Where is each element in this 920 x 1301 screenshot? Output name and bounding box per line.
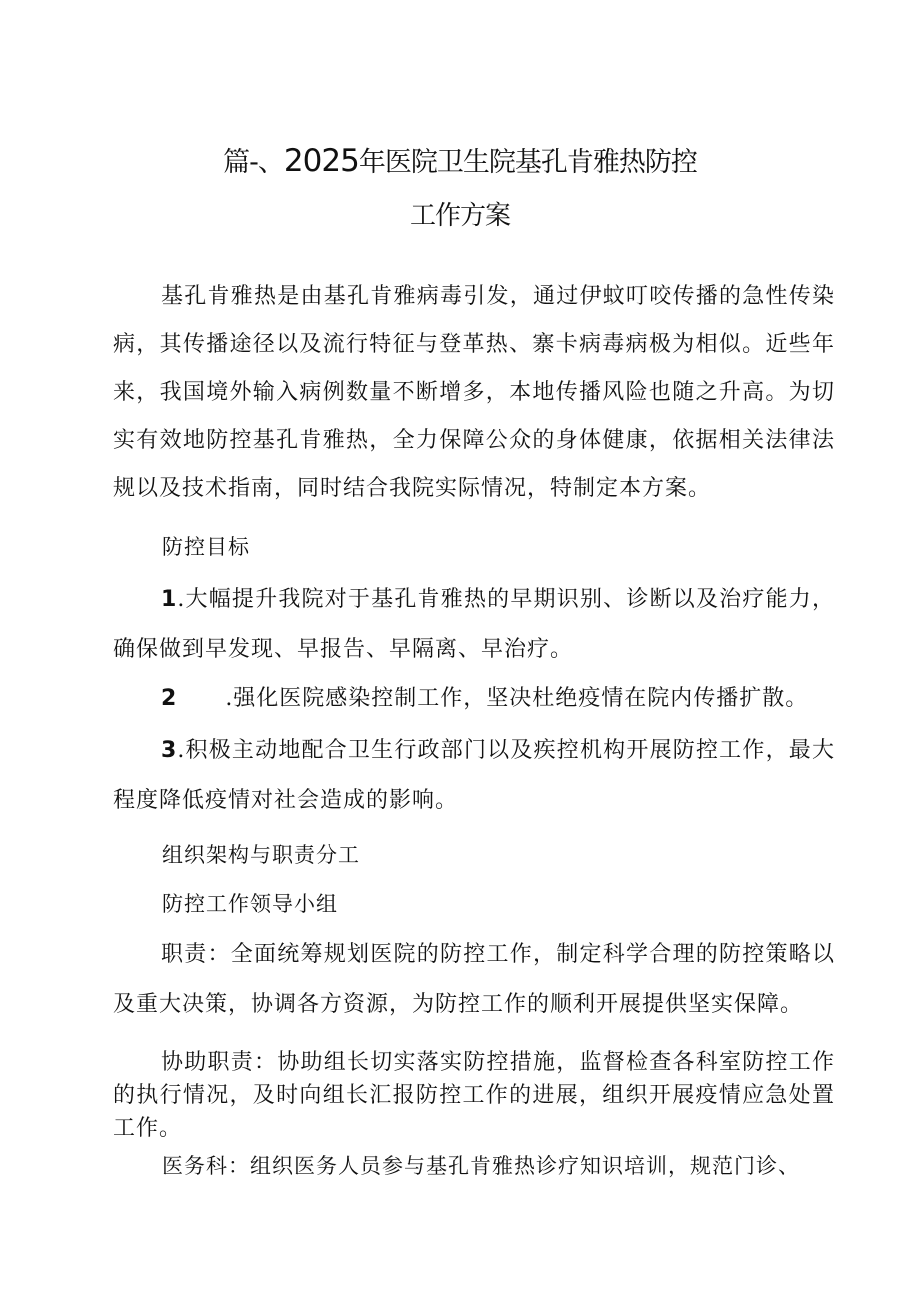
section-heading-goals: 防控目标 [162, 535, 250, 559]
goal-number-2: 2 [161, 686, 178, 711]
goal-number-1: 1 [161, 587, 178, 612]
goal-text-3: .积极主动地配合卫生行政部门以及疾控机构开展防控工作，最大程度降低疫情对社会造成的影响。 [113, 738, 835, 813]
document-title [0, 140, 920, 179]
goal-item-2 [113, 674, 835, 724]
subsection-heading-leadership: 防控工作领导小组 [162, 892, 338, 916]
assist-duty-paragraph: 协助职责：协助组长切实落实防控措施，监督检查各科室防控工作的执行情况，及时向组长汇报防控工作的进展，组织开展疫情应急处置工作。 [113, 1050, 835, 1141]
title-prefix: 篇-、 [223, 147, 284, 178]
section-heading-organization: 组织架构与职责分工 [162, 843, 360, 867]
goal-number-3: 3 [161, 738, 178, 763]
document-title-line2: 工作方案 [409, 201, 510, 231]
duty-paragraph: 职责：全面统筹规划医院的防控工作，制定科学合理的防控策略以及重大决策，协调各方资源，为防控工作的顺利开展提供坚实保障。 [113, 942, 835, 1017]
goal-item-3 [113, 726, 835, 826]
goal-item-1 [113, 575, 835, 675]
title-rest: 年医院卫生院基孔肯雅热防控 [358, 147, 697, 178]
medical-dept-paragraph: 医务科：组织医务人员参与基孔肯雅热诊疗知识培训，规范门诊、 [162, 1154, 800, 1178]
title-year: 2025 [283, 143, 359, 179]
goal-text-1: .大幅提升我院对于基孔肯雅热的早期识别、诊断以及治疗能力，确保做到早发现、早报告、早隔离、早治疗。 [113, 587, 835, 662]
intro-paragraph: 基孔肯雅热是由基孔肯雅病毒引发，通过伊蚊叮咬传播的急性传染病，其传播途径以及流行特征与登革热、寨卡病毒病极为相似。近些年来，我国境外输入病例数量不断增多，本地传播风险也随之升高。为切实有效地防控基孔肯雅热，全力保障公众的身体健康，依据相关法律法规以及技术指南，同时结合我院实际情况，特制定本方案。 [113, 284, 835, 501]
goal-text-2: .强化医院感染控制工作，坚决杜绝疫情在院内传播扩散。 [225, 686, 809, 711]
